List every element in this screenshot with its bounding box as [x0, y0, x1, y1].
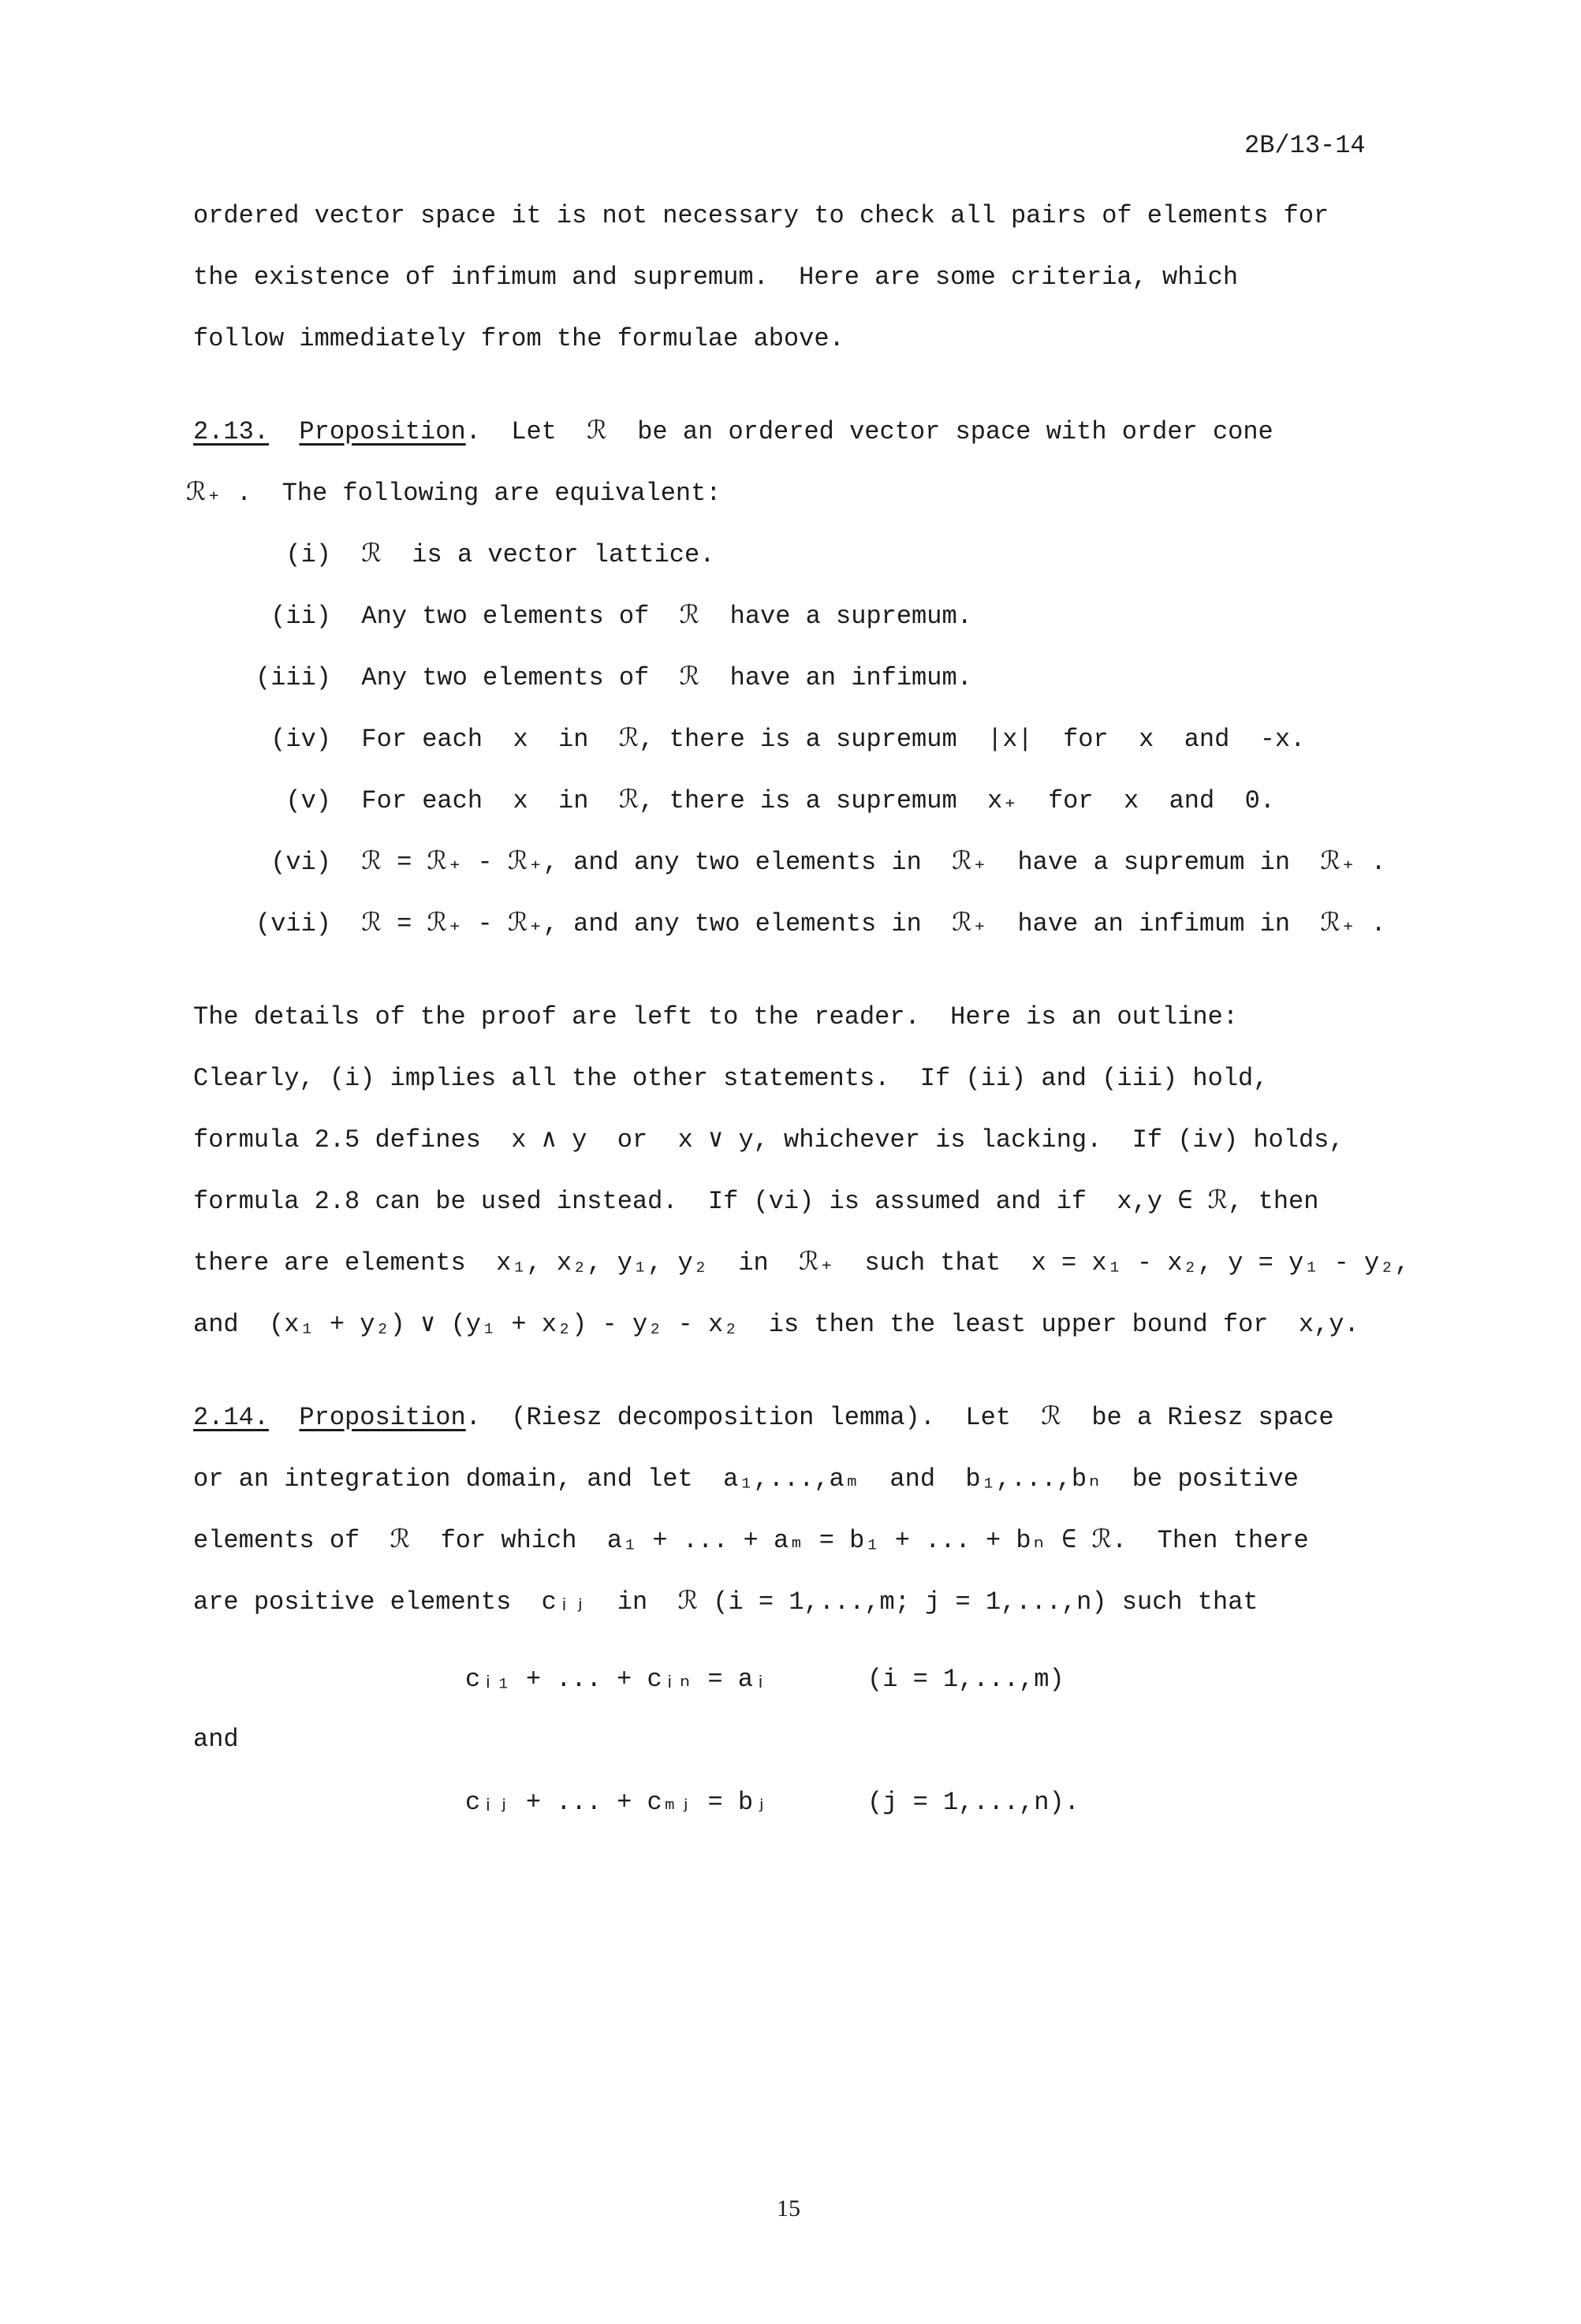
prop-2-14-line-3: elements of ℛ for which a₁ + ... + aₘ = b₁ + ... + bₙ ∈ ℛ. Then there	[193, 1526, 1309, 1555]
prop-2-13-number: 2.13.	[193, 417, 270, 446]
prop-2-14-line-4: are positive elements cᵢⱼ in ℛ (i = 1,...,m; j = 1,...,n) such that	[193, 1587, 1258, 1617]
item-label: (ii)	[270, 602, 331, 631]
and-word: and	[193, 1725, 239, 1754]
prop-2-14-lead: . (Riesz decomposition lemma). Let ℛ be a Riesz space	[465, 1403, 1334, 1432]
prop-2-13-lead: . Let ℛ be an ordered vector space with order cone	[465, 417, 1273, 446]
item-text: For each x in ℛ, there is a supremum x₊ for x and 0.	[361, 786, 1275, 815]
equation-1-range: (i = 1,...,m)	[867, 1665, 1065, 1694]
intro-line-3: follow immediately from the formulae above.	[193, 324, 845, 353]
item-text: ℛ = ℛ₊ - ℛ₊, and any two elements in ℛ₊ have an infimum in ℛ₊ .	[361, 909, 1386, 938]
item-label: (vii)	[255, 909, 331, 938]
item-label: (iii)	[255, 663, 331, 692]
prop-2-13-title: Proposition	[299, 417, 466, 446]
item-text: ℛ = ℛ₊ - ℛ₊, and any two elements in ℛ₊ have a supremum in ℛ₊ .	[361, 848, 1386, 877]
proof-line-5: there are elements x₁, x₂, y₁, y₂ in ℛ₊ such that x = x₁ - x₂, y = y₁ - y₂,	[193, 1248, 1410, 1278]
item-label: (vi)	[270, 848, 331, 877]
item-text: Any two elements of ℛ have a supremum.	[361, 602, 972, 631]
equation-2-range: (j = 1,...,n).	[867, 1788, 1079, 1817]
page-reference: 2B/13-14	[1244, 131, 1366, 160]
item-text: For each x in ℛ, there is a supremum |x| for x and -x.	[361, 725, 1306, 754]
proof-line-4: formula 2.8 can be used instead. If (vi) is assumed and if x,y ∈ ℛ, then	[193, 1187, 1319, 1216]
page-number: 15	[777, 2195, 800, 2221]
item-label: (i)	[285, 540, 331, 569]
prop-2-14-number: 2.14.	[193, 1403, 270, 1432]
prop-2-13-line-2: ℛ₊ . The following are equivalent:	[186, 479, 722, 508]
proof-line-2: Clearly, (i) implies all the other statements. If (ii) and (iii) hold,	[193, 1064, 1269, 1093]
prop-2-14-heading	[193, 1402, 1334, 1434]
prop-2-14-title: Proposition	[299, 1403, 466, 1432]
intro-line-1: ordered vector space it is not necessary to check all pairs of elements for	[193, 201, 1329, 230]
equation-2: cᵢⱼ + ... + cₘⱼ = bⱼ	[465, 1788, 769, 1817]
proof-line-6: and (x₁ + y₂) ∨ (y₁ + x₂) - y₂ - x₂ is then the least upper bound for x,y.	[193, 1310, 1359, 1339]
prop-2-13-item-vi	[237, 847, 1386, 878]
item-label: (v)	[285, 786, 331, 815]
proof-line-3: formula 2.5 defines x ∧ y or x ∨ y, whichever is lacking. If (iv) holds,	[193, 1125, 1344, 1155]
prop-2-13-item-ii	[237, 601, 972, 632]
item-text: Any two elements of ℛ have an infimum.	[361, 663, 972, 692]
prop-2-13-item-iii	[237, 662, 972, 694]
intro-line-2: the existence of infimum and supremum. Here are some criteria, which	[193, 263, 1239, 292]
item-label: (iv)	[270, 725, 331, 754]
prop-2-13-item-iv	[237, 724, 1305, 755]
proof-line-1: The details of the proof are left to the reader. Here is an outline:	[193, 1002, 1239, 1031]
prop-2-14-line-2: or an integration domain, and let a₁,...,aₘ and b₁,...,bₙ be positive	[193, 1464, 1299, 1494]
prop-2-13-item-vii	[237, 908, 1386, 940]
prop-2-13-item-i	[237, 539, 714, 571]
item-text: ℛ is a vector lattice.	[361, 540, 715, 569]
prop-2-13-heading	[193, 416, 1273, 448]
prop-2-13-item-v	[237, 785, 1275, 817]
equation-1: cᵢ₁ + ... + cᵢₙ = aᵢ	[465, 1665, 769, 1694]
